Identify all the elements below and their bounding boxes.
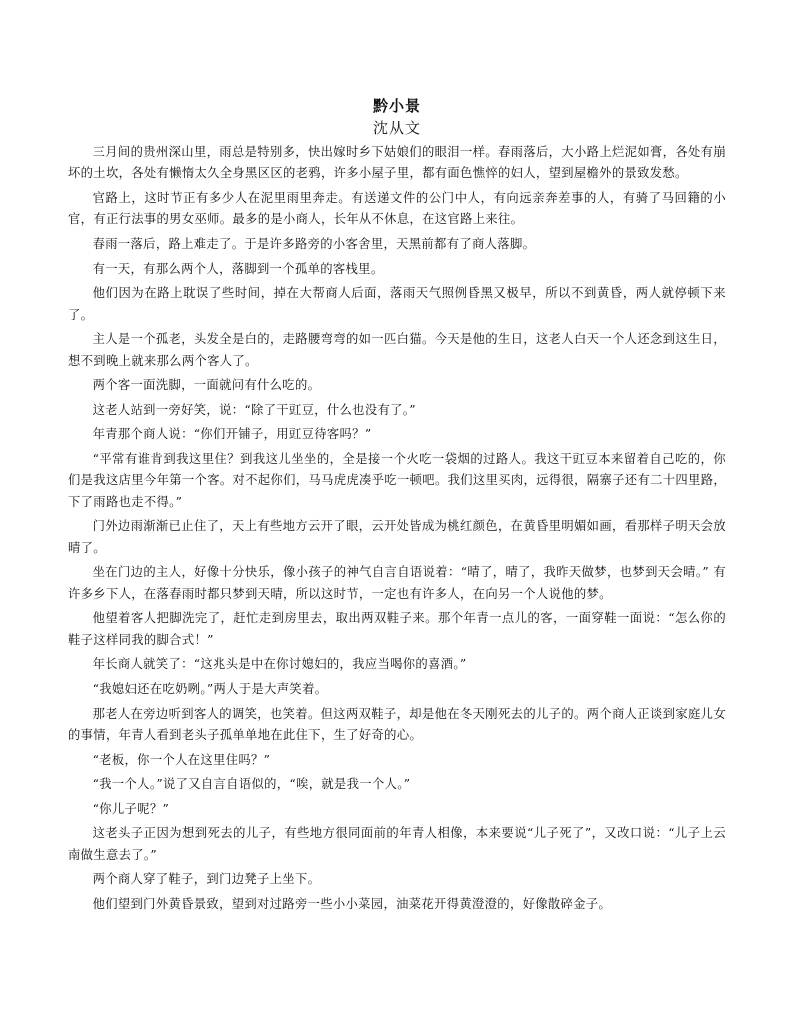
- paragraph: 这老人站到一旁好笑，说：“除了干豇豆，什么也没有了。”: [92, 402, 416, 417]
- paragraph: 那老人在旁边听到客人的调笑，也笑着。但这两双鞋子，却是他在冬天刚死去的儿子的。两个商人正谈到家庭儿女的事情，年青人看到老头子孤单单地在此住下，生了好奇的心。: [68, 706, 726, 742]
- article: [68, 96, 726, 919]
- paragraph: “你儿子呢？”: [92, 801, 170, 816]
- paragraph: “老板，你一个人在这里住吗？”: [92, 752, 271, 767]
- paragraph: 他们因为在路上耽误了些时间，掉在大帮商人后面，落雨天气照例昏黑又极早，所以不到黄昏，两人就停顿下来了。: [68, 286, 726, 322]
- paragraph: 有一天，有那么两个人，落脚到一个孤单的客栈里。: [92, 261, 384, 276]
- paragraph: 官路上，这时节正有多少人在泥里雨里奔走。有送递文件的公门中人，有向远亲奔差事的人，有骑了马回籍的小官，有正行法事的男女巫师。最多的是小商人，长年从不休息，在这官路上来往。: [68, 191, 726, 227]
- paragraph: 三月间的贵州深山里，雨总是特别多，快出嫁时乡下姑娘们的眼泪一样。春雨落后，大小路上烂泥如膏，各处有崩坏的土坎，各处有懒惰太久全身黑区区的老鸦，许多小屋子里，都有面色憔悴的妇人，望到屋檐外的景致发愁。: [68, 145, 726, 181]
- paragraph: 坐在门边的主人，好像十分快乐，像小孩子的神气自言自语说着：“晴了，晴了，我昨天做梦，也梦到天会晴。” 有许多乡下人，在落春雨时都只梦到天晴，所以这时节，一定也有许多人，在向另一个人说他的梦。: [68, 565, 726, 601]
- paragraph: 他们望到门外黄昏景致，望到对过路旁一些小小菜园，油菜花开得黄澄澄的，好像散碎金子。: [92, 896, 612, 911]
- article-title: 黔小景: [372, 97, 421, 115]
- paragraph: 年青那个商人说：“你们开铺子，用豇豆待客吗？”: [92, 427, 372, 442]
- paragraph: “我一个人。”说了又自言自语似的，“唉，就是我一个人。”: [92, 777, 411, 792]
- article-body: [68, 142, 726, 915]
- paragraph: 年长商人就笑了：“这兆头是中在你讨媳妇的，我应当喝你的喜酒。”: [92, 657, 467, 672]
- paragraph: “我媳妇还在吃奶咧。”两人于是大声笑着。: [92, 681, 328, 696]
- paragraph: 他望着客人把脚洗完了，赶忙走到房里去，取出两双鞋子来。那个年青一点儿的客，一面穿鞋一面说：“怎么你的鞋子这样同我的脚合式！”: [68, 611, 726, 647]
- paragraph: 春雨一落后，路上难走了。于是许多路旁的小客舍里，天黑前都有了商人落脚。: [92, 237, 536, 251]
- paragraph: 两个客一面洗脚，一面就问有什么吃的。: [92, 378, 321, 393]
- paragraph: 两个商人穿了鞋子，到门边凳子上坐下。: [92, 872, 321, 887]
- paragraph: 这老头子正因为想到死去的儿子，有些地方很同面前的年青人相像，本来要说“儿子死了”，又改口说：“儿子上云南做生意去了。”: [68, 826, 726, 862]
- paragraph: “平常有谁肯到我这里住？到我这儿坐坐的，全是接一个火吃一袋烟的过路人。我这干豇豆本来留着自己吃的，你们是我这店里今年第一个客。对不起你们，马马虎虎凑乎吃一顿吧。我们这里买肉，远得很，隔寨子还有二十四里路，下了雨路也走不得。”: [68, 451, 726, 509]
- article-author: 沈从文: [372, 119, 421, 137]
- paragraph: 门外边雨渐渐已止住了，天上有些地方云开了眼，云开处皆成为桃红颜色，在黄昏里明媚如画，看那样子明天会放晴了。: [68, 519, 726, 555]
- paragraph: 主人是一个孤老，头发全是白的，走路腰弯弯的如一匹白猫。今天是他的生日，这老人白天一个人还念到这生日，想不到晚上就来那么两个客人了。: [68, 332, 726, 368]
